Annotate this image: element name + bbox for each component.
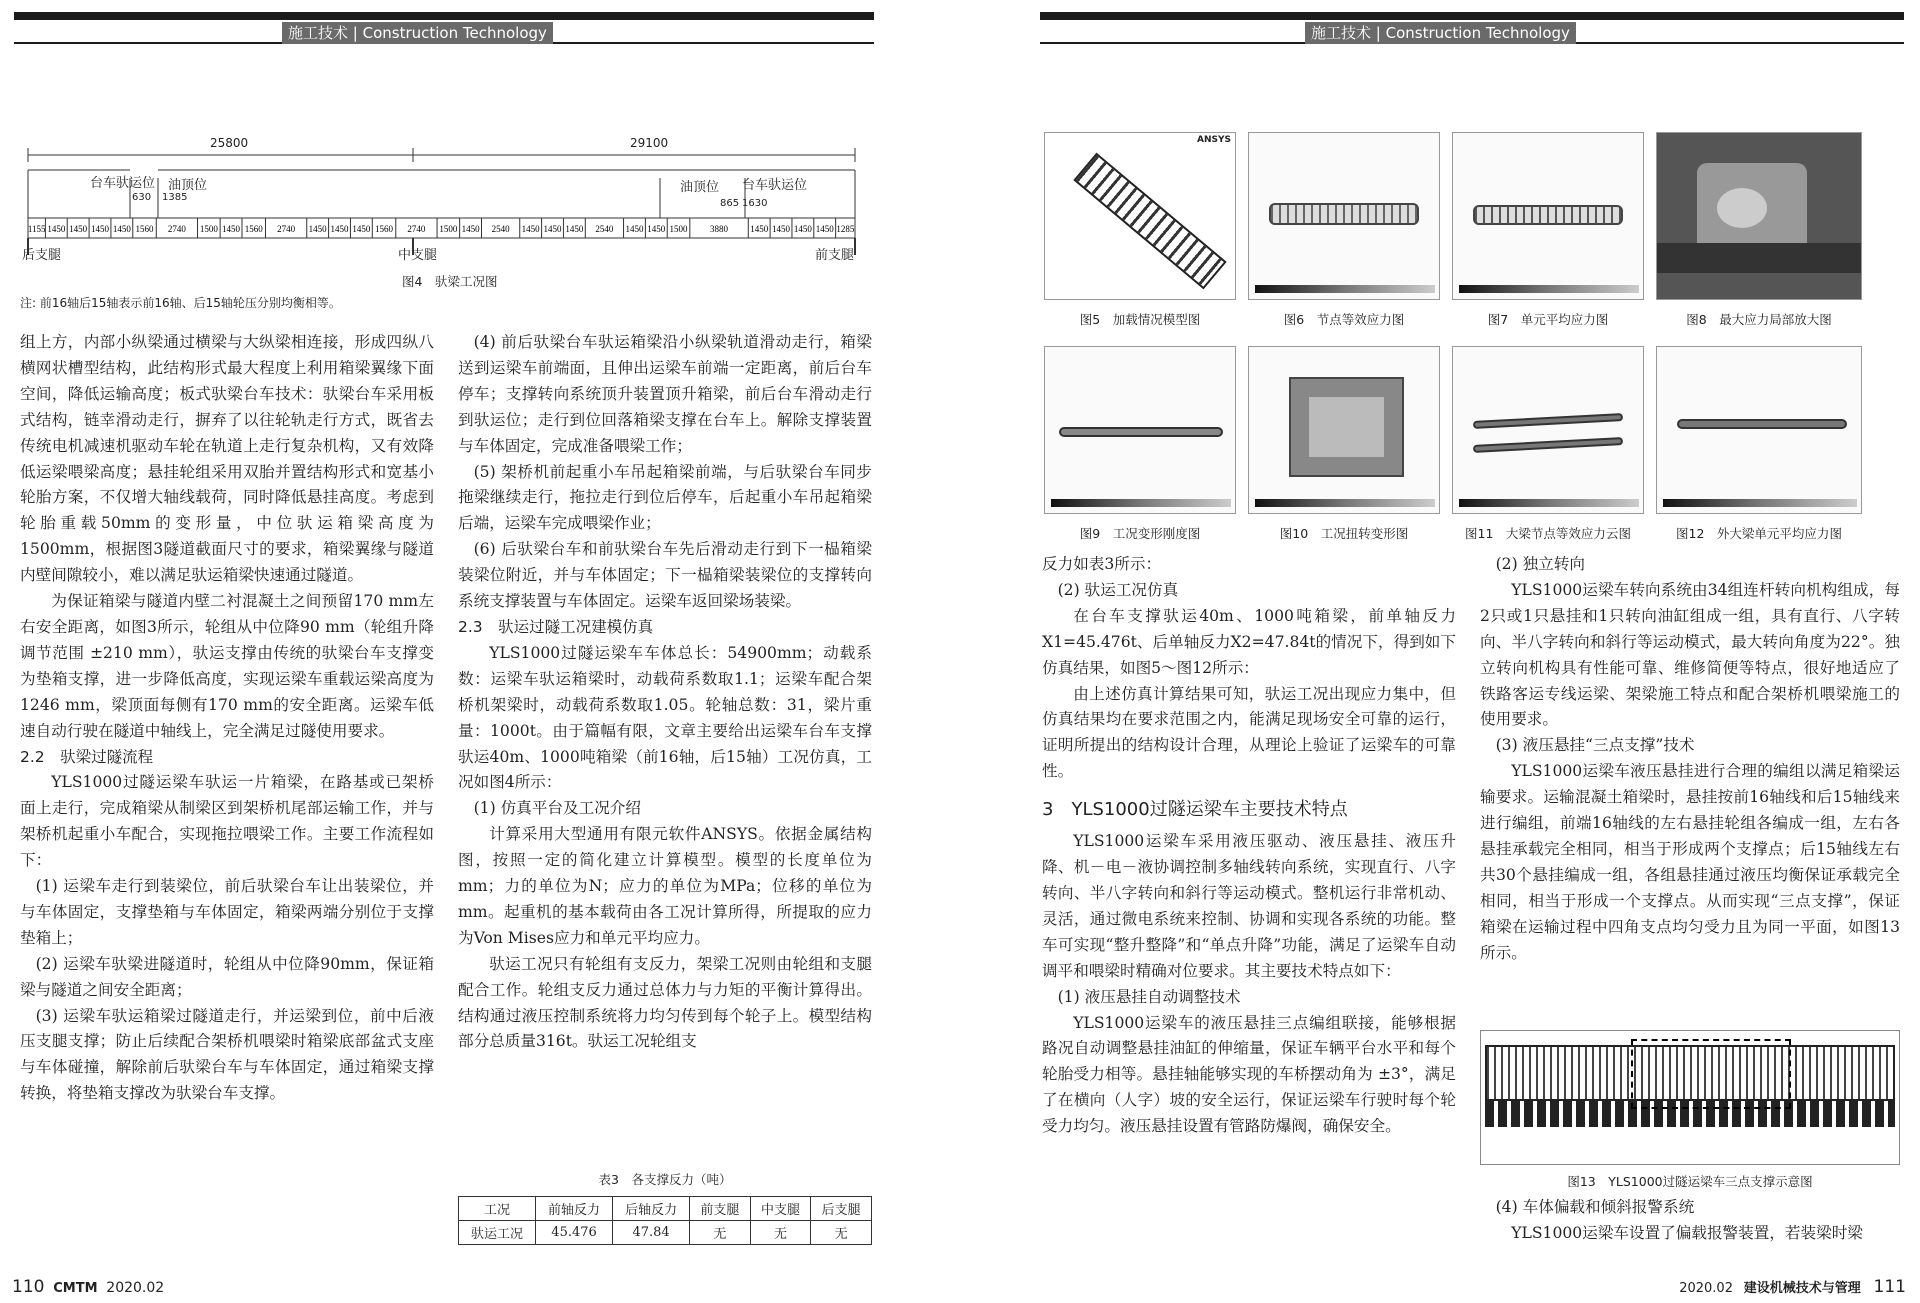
table-3-title: 表3 各支撑反力（吨） — [598, 1172, 732, 1187]
paragraph: 由上述仿真计算结果可知，驮运工况出现应力集中，但仿真结果均在要求范围之内，能满足现场安全可靠的运行，证明所提出的结构设计合理，从理论上验证了运梁车的可靠性。 — [1042, 684, 1456, 781]
paragraph: 驮运工况只有轮组有支反力，架梁工况则由轮组和支腿配合工作。轮组支反力通过总体力与力矩的平衡计算得出。结构通过液压控制系统将力均匀传到每个轮子上。模型结构部分总质量316t。驮运工况轮组支 — [458, 954, 872, 1051]
axle-spacing-label: 1285 — [836, 224, 855, 234]
header-bar — [14, 12, 874, 20]
label-tc-right: 台车驮运位 — [742, 178, 808, 193]
paragraph: 在台车支撑驮运40m、1000吨箱梁，前单轴反力X1=45.476t、后单轴反力X2=47.84t的情况下，得到如下仿真结果，如图5～图12所示： — [1042, 606, 1456, 677]
list-item: (4) 车体偏载和倾斜报警系统 — [1495, 1198, 1695, 1216]
page-number: 111 — [1873, 1277, 1906, 1297]
figure-7-image — [1452, 132, 1644, 300]
list-item: (4) 前后驮梁台车驮运箱梁沿小纵梁轨道滑动走行，箱梁送到运梁车前端面，且伸出运梁车前端一定距离，前后台车停车；支撑转向系统顶升装置顶升箱梁，前后台车滑动走行到驮运位；走行到位回落箱梁支撑在台车上。解除支撑装置与车体固定，完成准备喂梁工作； — [458, 333, 872, 455]
paragraph: YLS1000运梁车设置了偏载报警装置，若装梁时梁 — [1511, 1223, 1863, 1242]
label-oil-left: 油顶位 — [168, 178, 208, 193]
table-header: 前支腿 — [690, 1197, 751, 1221]
axle-spacing-label: 1450 — [647, 224, 666, 234]
figure-9-image — [1044, 346, 1236, 514]
header-bar — [1040, 12, 1904, 20]
support-reaction-table — [458, 1196, 872, 1245]
label-oil-right: 油顶位 — [680, 180, 720, 195]
header-tag: 施工技术 | Construction Technology — [1305, 22, 1576, 44]
left-footer — [12, 1277, 164, 1297]
axle-spacing-label: 2540 — [595, 224, 614, 234]
paragraph: 反力如表3所示： — [1042, 555, 1162, 573]
right-footer — [1679, 1277, 1906, 1297]
support-rear: 后支腿 — [22, 248, 62, 263]
paragraph: YLS1000过隧运梁车车体总长：54900mm；动载系数：运梁车驮运箱梁时，动载荷系数取1.1；运梁车配合架桥机架梁时，动载荷系数取1.05。轮轴总数：31，梁片重量：1000t。由于篇幅有限，文章主要给出运梁车台车支撑驮运40m、1000吨箱梁（前16轴，后15轴）工况仿真，工况如图4所示： — [458, 643, 872, 792]
axle-spacing-label: 2740 — [407, 224, 426, 234]
figure-6-caption: 图6 节点等效应力图 — [1283, 312, 1405, 327]
list-item: (2) 运梁车驮梁进隧道时，轮组从中位降90mm，保证箱梁与隧道之间安全距离； — [20, 954, 434, 999]
axle-spacing-label: 1500 — [669, 224, 688, 234]
figure-13-image — [1480, 1030, 1900, 1165]
journal-abbrev: CMTM — [53, 1281, 98, 1296]
list-item: (5) 架桥机前起重小车吊起箱梁前端，与后驮梁台车同步拖梁继续走行，拖拉走行到位后停车，后起重小车吊起箱梁后端，运梁车完成喂梁作业； — [458, 462, 872, 533]
axle-spacing-label: 1450 — [750, 224, 769, 234]
figure-8-image — [1656, 132, 1862, 300]
axle-spacing-label: 1560 — [375, 224, 394, 234]
left-column-1 — [20, 330, 434, 1107]
figure-10-image — [1248, 346, 1440, 514]
axle-spacing-label: 3880 — [710, 224, 729, 234]
table-cell: 无 — [811, 1221, 872, 1245]
right-column-2 — [1480, 552, 1900, 967]
table-row — [459, 1221, 872, 1245]
section-heading: 2.3 驮运过隧工况建模仿真 — [458, 617, 654, 636]
axle-spacing-label: 1500 — [199, 224, 218, 234]
table-cell: 无 — [750, 1221, 811, 1245]
axle-spacing-label: 1155 — [27, 224, 46, 234]
figure-5-caption: 图5 加载情况模型图 — [1079, 312, 1201, 327]
section-heading: 3 YLS1000过隧运梁车主要技术特点 — [1042, 799, 1348, 821]
val-1630: 1630 — [742, 198, 768, 209]
paragraph: YLS1000运梁车的液压悬挂三点编组联接，能够根据路况自动调整悬挂油缸的伸缩量，保证车辆平台水平和每个轮胎受力相等。悬挂轴能够实现的车桥摆动角为 ±3°，满足了在横向（人字）坡的安全运行，保证运梁车行驶时每个轮受力均匀。液压悬挂设置有管路防爆阀，确保安全。 — [1042, 1013, 1456, 1136]
axle-spacing-label: 1450 — [308, 224, 327, 234]
figure-9-caption: 图9 工况变形刚度图 — [1079, 526, 1201, 541]
figure-6-image — [1248, 132, 1440, 300]
axle-spacing-label: 1450 — [91, 224, 110, 234]
figure-4 — [20, 136, 870, 300]
section-heading: 2.2 驮梁过隧流程 — [20, 747, 154, 766]
val-630: 630 — [132, 192, 152, 203]
table-cell: 47.84 — [613, 1221, 690, 1245]
axle-spacing-label: 2740 — [167, 224, 186, 234]
list-item: (3) 运梁车驮运箱梁过隧道走行，并运梁到位，前中后液压支腿支撑；防止后续配合架桥机喂梁时箱梁底部盆式支座与车体碰撞，解除前后驮梁台车与车体固定，通过箱梁支撑转换，将垫箱支撑改为驮梁台车支撑。 — [20, 1006, 434, 1103]
axle-spacing-label: 1450 — [330, 224, 349, 234]
table-3 — [458, 1170, 872, 1245]
right-column-1 — [1042, 552, 1456, 1140]
list-item: (1) 运梁车走行到装梁位，前后驮梁台车让出装梁位，并与车体固定，支撑垫箱与车体固定，箱梁两端分别位于支撑垫箱上； — [20, 877, 434, 947]
list-item: (2) 独立转向 — [1495, 555, 1586, 573]
header-tag: 施工技术 | Construction Technology — [282, 22, 553, 44]
val-1385: 1385 — [162, 192, 188, 203]
list-item: (6) 后驮梁台车和前驮梁台车先后滑动走行到下一榀箱梁装梁位附近，并与车体固定；下一榀箱梁装梁位的支撑转向系统支撑装置与车体固定。运梁车返回梁场装梁。 — [458, 540, 872, 611]
figure-4-note: 注: 前16轴后15轴表示前16轴、后15轴轮压分别均衡相等。 — [20, 296, 341, 310]
paragraph: YLS1000运梁车采用液压驱动、液压悬挂、液压升降、机－电－液协调控制多轴线转向系统，实现直行、八字转向、半八字转向和斜行等运动模式。整机运行非常机动、灵活，通过微电系统来控制、协调和实现各系统的功能。整车可实现“整升整降”和“单点升降”功能，满足了运梁车自动调平和喂梁时精确对位要求。其主要技术特点如下： — [1042, 832, 1456, 980]
figure-12-caption: 图12 外大梁单元平均应力图 — [1676, 526, 1842, 541]
figure-12-image — [1656, 346, 1862, 514]
support-mid: 中支腿 — [398, 248, 438, 263]
axle-spacing-label: 2540 — [491, 224, 510, 234]
issue: 2020.02 — [106, 1280, 165, 1296]
val-865: 865 — [720, 198, 740, 209]
right-page — [960, 0, 1920, 1303]
issue: 2020.02 — [1679, 1281, 1733, 1296]
axle-spacing-label: 1500 — [439, 224, 458, 234]
paragraph: YLS1000过隧运梁车驮运一片箱梁，在路基或已架桥面上走行，完成箱梁从制梁区到架桥机尾部运输工作，并与架桥机起重小车配合，实现拖拉喂梁工作。主要工作流程如下： — [20, 773, 434, 870]
paragraph: 组上方，内部小纵梁通过横梁与大纵梁相连接，形成四纵八横网状槽型结构，此结构形式最大程度上利用箱梁翼缘下面空间，降低运输高度；板式驮梁台车技术：驮梁台车采用板式结构，链幸滑动走行，摒弃了以往轮轨走行方式，既省去传统电机减速机驱动车轮在轨道上走行复杂机构，又有效降低运梁喂梁高度；悬挂轮组采用双胎并置结构形式和宽基小轮胎方案，不仅增大轴线载荷，同时降低悬挂高度。考虑到轮胎重载50mm的变形量，中位驮运箱梁高度为1500mm，根据图3隧道截面尺寸的要求，箱梁翼缘与隧道内壁间隙较小，难以满足驮运箱梁快速通过隧道。 — [20, 333, 434, 585]
axle-spacing-label: 1450 — [69, 224, 88, 234]
support-front: 前支腿 — [815, 248, 855, 263]
axle-spacing-label: 1560 — [244, 224, 263, 234]
ansys-label: ANSYS — [1197, 135, 1231, 145]
paragraph: 为保证箱梁与隧道内壁二衬混凝土之间预留170 mm左右安全距离，如图3所示，轮组从中位降90 mm（轮组升降调节范围 ±210 mm），驮运支撑由传统的驮梁台车支撑变为垫箱支撑，进一步降低高度，实现运梁车重载运梁高度为1246 mm，梁顶面每侧有170 mm的安全距离。运梁车低速自动行驶在隧道中轴线上，完全满足过隧使用要求。 — [20, 592, 434, 740]
page-number: 110 — [12, 1277, 45, 1297]
list-item: (1) 仿真平台及工况介绍 — [473, 799, 641, 818]
axle-spacing-label: 1450 — [521, 224, 540, 234]
list-item: (3) 液压悬挂“三点支撑”技术 — [1495, 736, 1695, 755]
table-header: 中支腿 — [750, 1197, 811, 1221]
axle-spacing-label: 1450 — [772, 224, 791, 234]
axle-spacing-label: 1450 — [565, 224, 584, 234]
figure-7-caption: 图7 单元平均应力图 — [1487, 312, 1609, 327]
paragraph: YLS1000运梁车转向系统由34组连杆转向机构组成，每2只或1只悬挂和1只转向油缸组成一组，具有直行、八字转向、半八字转向和斜行等运动模式，最大转向角度为22°。独立转向机构具有性能可靠、维修简便等特点，很好地适应了铁路客运专线运梁、架梁施工特点和配合架桥机喂梁施工的使用要求。 — [1480, 580, 1900, 729]
table-header: 前轴反力 — [536, 1197, 613, 1221]
figure-8-caption: 图8 最大应力局部放大图 — [1686, 312, 1832, 327]
paragraph: YLS1000运梁车液压悬挂进行合理的编组以满足箱梁运输要求。运输混凝土箱梁时，悬挂按前16轴线和后15轴线来进行编组，前端16轴线的左右悬挂轮组各编成一组，左右各悬挂承载完全相同，相当于形成两个支撑点；后15轴线左右共30个悬挂编成一组，各组悬挂通过液压均衡保证承载完全相同，相当于形成一个支撑点。从而实现“三点支撑”，保证箱梁在运输过程中四角支点均匀受力且为同一平面，如图13所示。 — [1480, 762, 1900, 962]
figure-11-caption: 图11 大梁节点等效应力云图 — [1465, 526, 1631, 541]
label-tc-left: 台车驮运位 — [90, 176, 156, 191]
axle-spacing-label: 1450 — [543, 224, 562, 234]
dim-left: 25800 — [210, 136, 249, 150]
axle-spacing-label: 1450 — [625, 224, 644, 234]
figure-4-caption: 图4 驮梁工况图 — [402, 274, 498, 289]
journal-name: 建设机械技术与管理 — [1743, 1281, 1861, 1296]
dim-right: 29100 — [630, 136, 669, 150]
figure-5-image — [1044, 132, 1236, 300]
axle-spacing-label: 1450 — [793, 224, 812, 234]
axle-spacing-label: 1450 — [461, 224, 480, 234]
list-item: (2) 驮运工况仿真 — [1057, 580, 1179, 599]
figure-13-caption: 图13 YLS1000过隧运梁车三点支撑示意图 — [1567, 1174, 1813, 1189]
axle-spacing-label: 1450 — [222, 224, 241, 234]
figure-10-caption: 图10 工况扭转变形图 — [1279, 526, 1409, 541]
list-item: (1) 液压悬挂自动调整技术 — [1057, 987, 1241, 1006]
table-cell: 无 — [690, 1221, 751, 1245]
figure-11-image — [1452, 346, 1644, 514]
table-header: 后轴反力 — [613, 1197, 690, 1221]
table-cell: 45.476 — [536, 1221, 613, 1245]
axle-spacing-label: 1450 — [352, 224, 371, 234]
axle-spacing-label: 1450 — [815, 224, 834, 234]
paragraph: 计算采用大型通用有限元软件ANSYS。依据金属结构图，按照一定的简化建立计算模型。模型的长度单位为mm；力的单位为N；应力的单位为MPa；位移的单位为mm。起重机的基本载荷由各工况计算所得，所提取的应力为Von Mises应力和单元平均应力。 — [458, 825, 872, 947]
right-column-2-tail — [1480, 1195, 1900, 1247]
table-header: 后支腿 — [811, 1197, 872, 1221]
axle-spacing-label: 1450 — [112, 224, 131, 234]
left-column-2 — [458, 330, 872, 1055]
axle-spacing-label: 2740 — [277, 224, 296, 234]
axle-spacing-label: 1560 — [135, 224, 154, 234]
axle-spacing-label: 1450 — [47, 224, 66, 234]
table-cell: 驮运工况 — [459, 1221, 536, 1245]
table-header: 工况 — [459, 1197, 536, 1221]
